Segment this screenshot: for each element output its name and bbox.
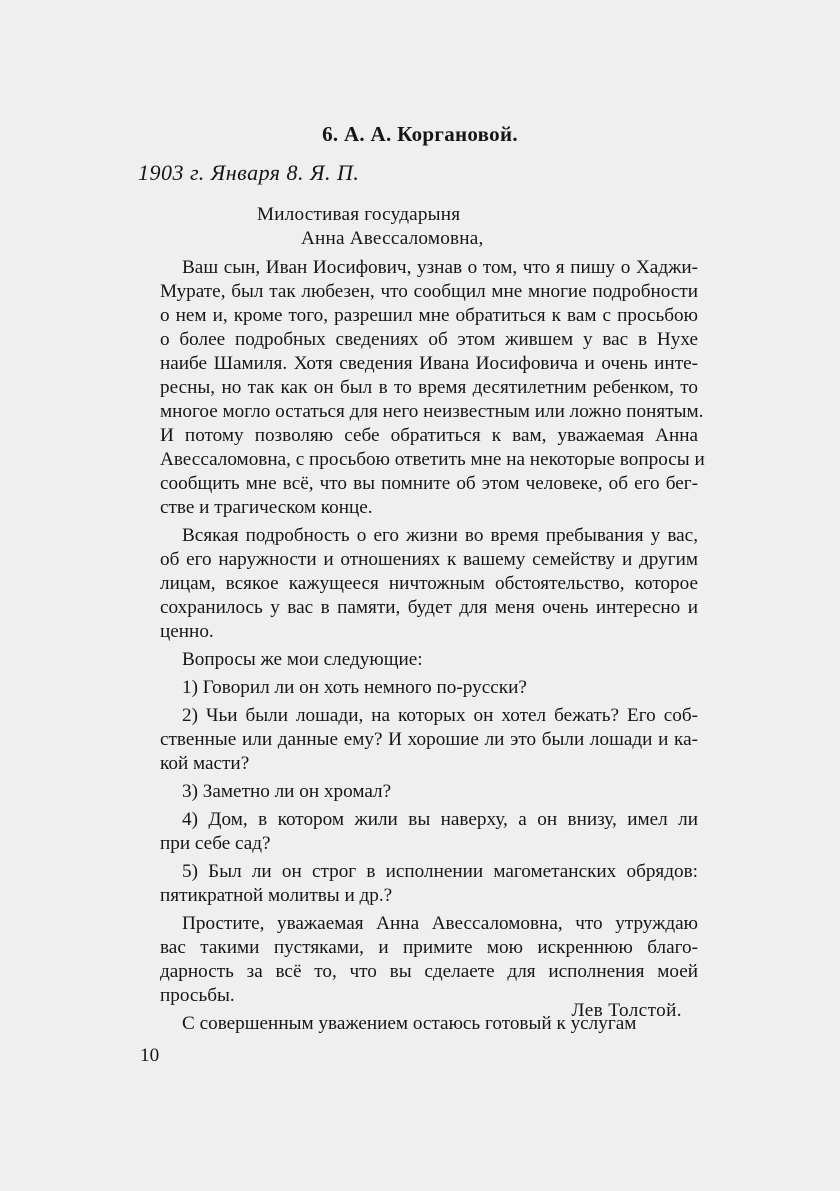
letter-title: 6. А. А. Коргановой. [322,122,518,146]
text-line: стве и трагическом конце. [160,497,373,518]
text-line: Мурате, был так любезен, что сообщил мне многие подробности [160,281,698,302]
question-item [138,676,698,700]
paragraph [138,912,698,1008]
paragraph [138,648,698,672]
paragraph [138,524,698,644]
text-line: Ваш сын, Иван Иосифович, узнав о том, что я пишу о Хаджи- [182,257,698,278]
text-line: о более подробных сведениях об этом жившем у вас в Нухе [160,329,698,350]
text-line: 4) Дом, в котором жили вы наверху, а он внизу, имел ли [182,809,698,830]
letter-dateline: 1903 г. Января 8. Я. П. [138,160,360,185]
text-line: сохранилось у вас в памяти, будет для меня очень интересно и [160,597,698,618]
text-line: 2) Чьи были лошади, на которых он хотел бежать? Его соб- [182,705,698,726]
text-line: 3) Заметно ли он хромал? [182,781,392,802]
text-line: дарность за всё то, что вы сделаете для исполнения моей [160,961,698,982]
text-line: многое могло остаться для него неизвестным или ложно понятым. [160,401,704,422]
text-line: Вопросы же мои следующие: [182,649,423,670]
text-line: ресны, но так как он был в то время десятилетним ребенком, то [160,377,698,398]
page-number: 10 [140,1045,160,1066]
text-line: лицам, всякое кажущееся ничтожным обстоятельство, которое [160,573,698,594]
text-line: наибе Шамиля. Хотя сведения Ивана Иосифовича и очень инте- [160,353,698,374]
text-line: просьбы. [160,985,235,1006]
salutation-line-1: Милостивая государыня [257,204,461,225]
paragraph [138,256,705,520]
question-item [138,704,698,776]
salutation-line-2: Анна Авессаломовна, [301,228,484,249]
text-line: о нем и, кроме того, разрешил мне обратиться к вам с просьбою [160,305,698,326]
text-line: пятикратной молитвы и др.? [160,885,393,906]
text-line: Простите, уважаемая Анна Авессаломовна, что утруждаю [182,913,698,934]
question-item [138,808,698,856]
text-line: Авессаломовна, с просьбою ответить мне на некоторые вопросы и [160,449,705,470]
paragraphs [138,256,705,672]
text-line: С совершенным уважением остаюсь готовый к услугам [182,1013,637,1034]
text-line: Всякая подробность о его жизни во время пребывания у вас, [182,525,698,546]
text-line: вас такими пустяками, и примите мою искреннюю благо- [160,937,698,958]
signature: Лев Толстой. [571,1000,682,1021]
text-line: сообщить мне всё, что вы помните об этом человеке, об его бег- [160,473,698,494]
text-line: И потому позволяю себе обратиться к вам, уважаемая Анна [160,425,698,446]
text-line: ственные или данные ему? И хорошие ли это были лошади и ка- [160,729,698,750]
text-line: об его наружности и отношениях к вашему семейству и другим [160,549,698,570]
letter-body [138,256,705,1040]
text-line: ценно. [160,621,214,642]
question-item [138,860,698,908]
question-item [138,780,698,804]
salutation [257,203,483,251]
text-line: 5) Был ли он строг в исполнении магометанских обрядов: [182,861,698,882]
text-line: кой масти? [160,753,250,774]
text-line: 1) Говорил ли он хоть немного по-русски? [182,677,527,698]
text-line: при себе сад? [160,833,271,854]
question-list [138,676,698,908]
